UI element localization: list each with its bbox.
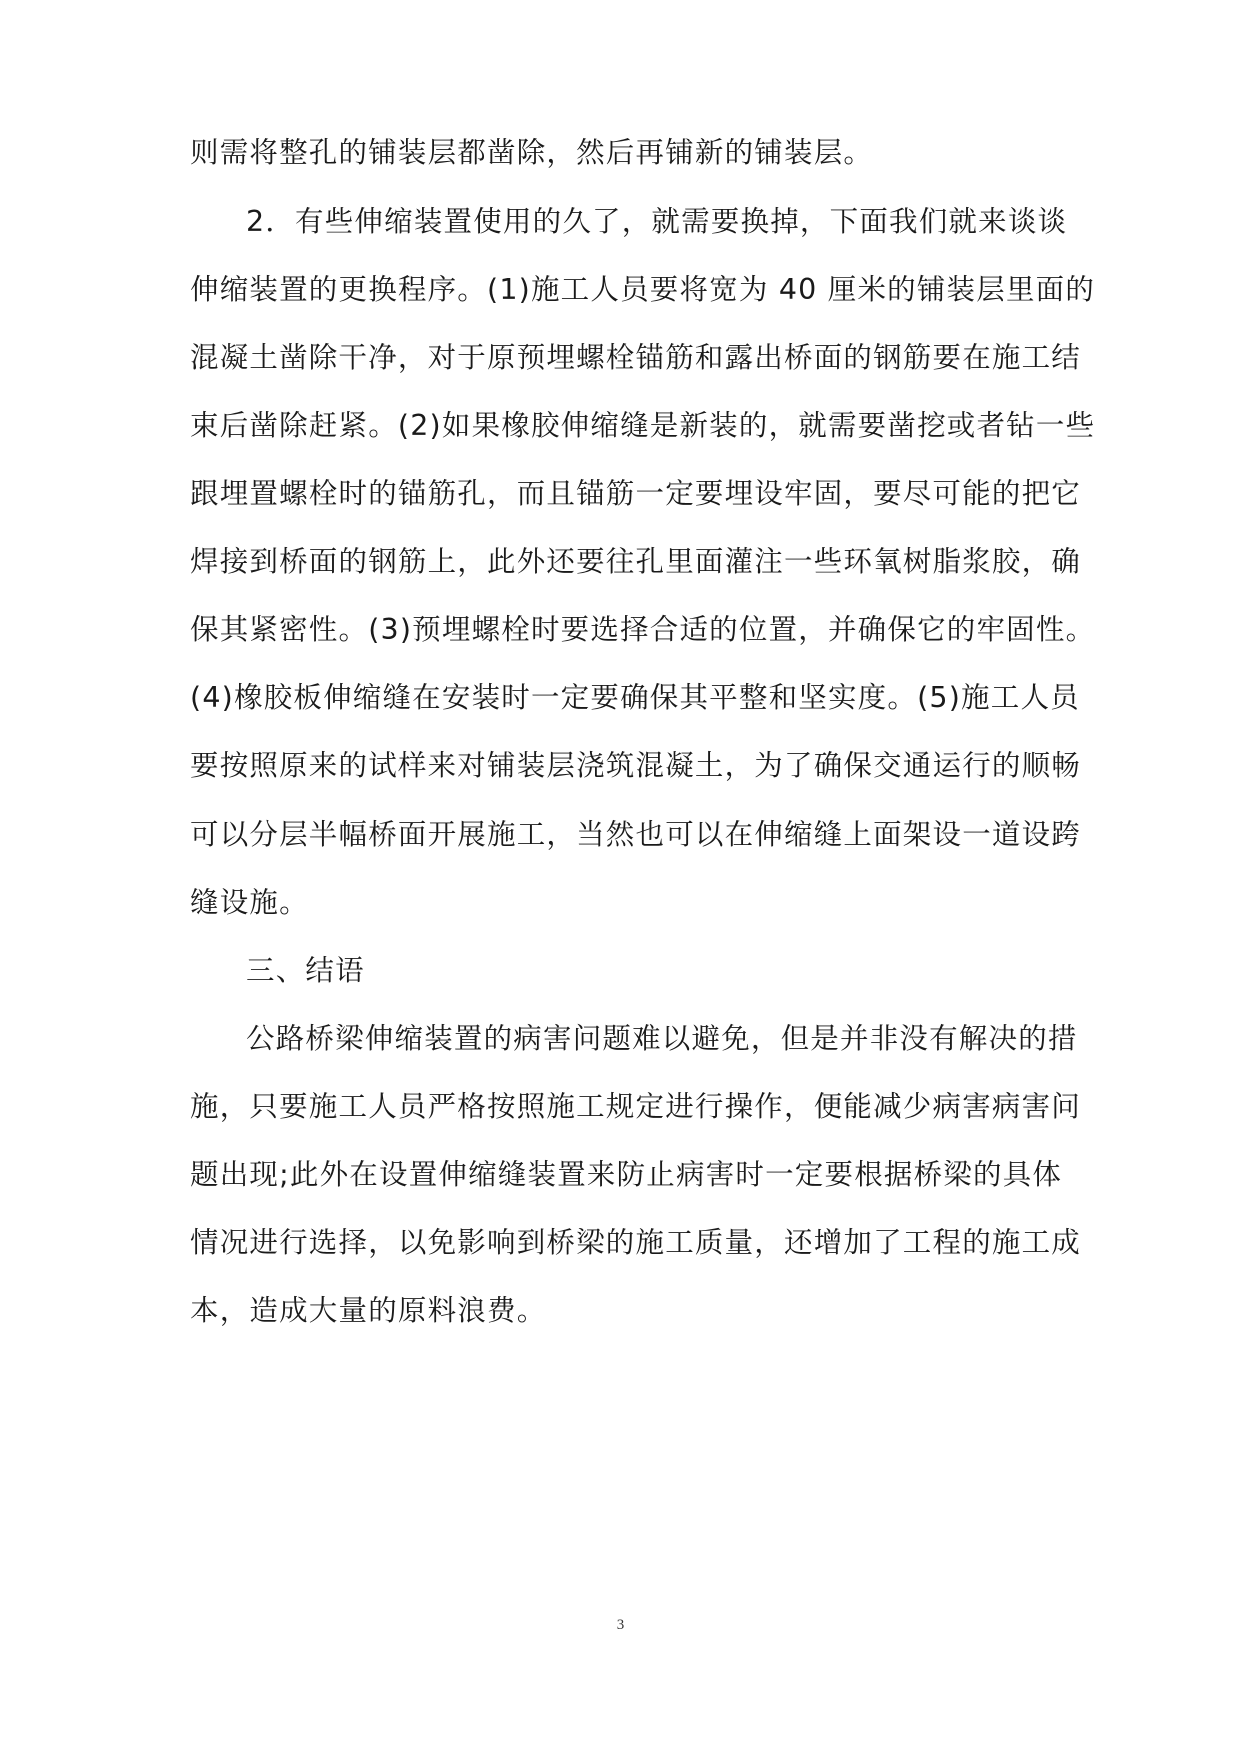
- paragraph-3-line-5: 本，造成大量的原料浪费。: [190, 1294, 547, 1327]
- paragraph-3-line-4: 情况进行选择，以免影响到桥梁的施工质量，还增加了工程的施工成: [190, 1226, 1082, 1259]
- section-heading-conclusion: 三、结语: [246, 954, 365, 987]
- paragraph-3-line-2: 施，只要施工人员严格按照施工规定进行操作，便能减少病害病害问: [190, 1090, 1082, 1123]
- paragraph-2-line-4: 束后凿除赶紧。(2)如果橡胶伸缩缝是新装的，就需要凿挖或者钻一些: [190, 409, 1096, 442]
- page-number: 3: [616, 1617, 625, 1633]
- paragraph-2-line-6: 焊接到桥面的钢筋上，此外还要往孔里面灌注一些环氧树脂浆胶，确: [190, 545, 1082, 578]
- paragraph-2-line-5: 跟埋置螺栓时的锚筋孔，而且锚筋一定要埋设牢固，要尽可能的把它: [190, 477, 1082, 510]
- paragraph-2-line-10: 可以分层半幅桥面开展施工，当然也可以在伸缩缝上面架设一道设跨: [190, 818, 1082, 851]
- paragraph-2-line-8: (4)橡胶板伸缩缝在安装时一定要确保其平整和坚实度。(5)施工人员: [190, 681, 1080, 714]
- paragraph-2-line-9: 要按照原来的试样来对铺装层浇筑混凝土，为了确保交通运行的顺畅: [190, 749, 1082, 782]
- paragraph-3-line-1: 公路桥梁伸缩装置的病害问题难以避免，但是并非没有解决的措: [246, 1022, 1078, 1055]
- paragraph-3-line-3: 题出现;此外在设置伸缩缝装置来防止病害时一定要根据桥梁的具体: [190, 1158, 1063, 1191]
- paragraph-2-line-3: 混凝土凿除干净，对于原预埋螺栓锚筋和露出桥面的钢筋要在施工结: [190, 341, 1082, 374]
- paragraph-2-line-2: 伸缩装置的更换程序。(1)施工人员要将宽为 40 厘米的铺装层里面的: [190, 273, 1096, 306]
- paragraph-2-line-11: 缝设施。: [190, 886, 309, 919]
- paragraph-2-line-7: 保其紧密性。(3)预埋螺栓时要选择合适的位置，并确保它的牢固性。: [190, 613, 1096, 646]
- paragraph-1-line-1: 则需将整孔的铺装层都凿除，然后再铺新的铺装层。: [190, 136, 874, 169]
- paragraph-2-line-1: 2．有些伸缩装置使用的久了，就需要换掉，下面我们就来谈谈: [246, 205, 1068, 238]
